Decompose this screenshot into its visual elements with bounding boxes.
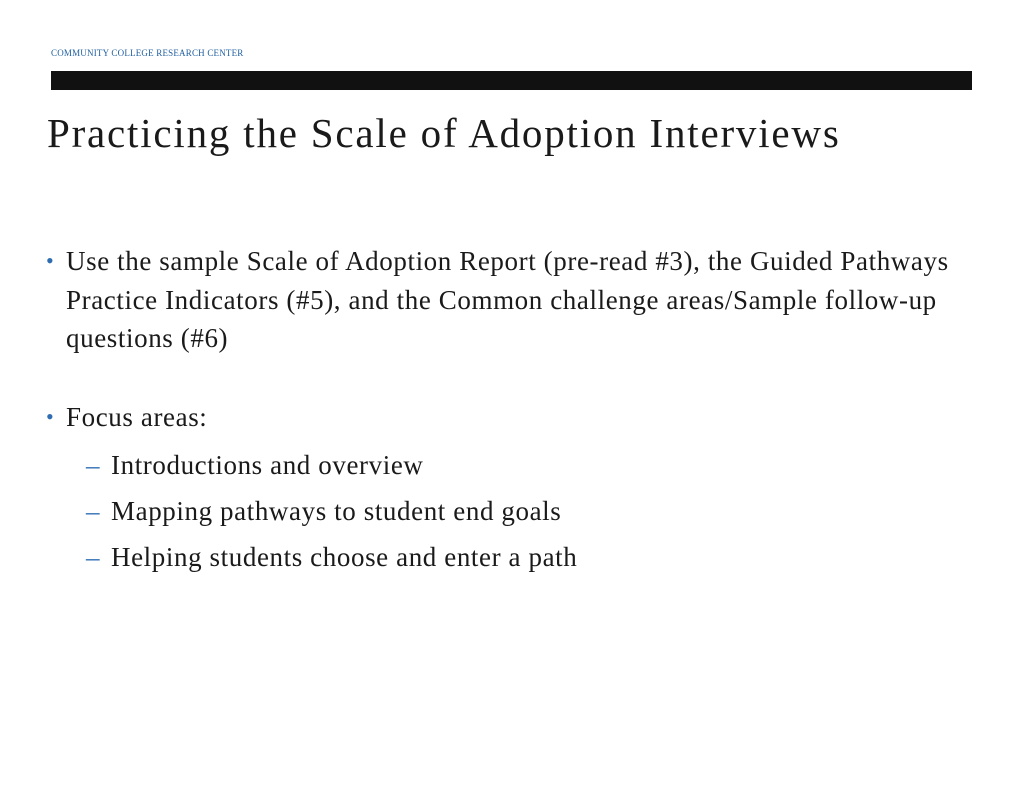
sub-list bbox=[46, 442, 966, 580]
spacer bbox=[46, 358, 966, 398]
bullet-icon: • bbox=[46, 248, 55, 273]
sub-item-text: Helping students choose and enter a path bbox=[111, 542, 578, 572]
slide-title: Practicing the Scale of Adoption Interviews bbox=[47, 110, 841, 156]
bullet-text: Use the sample Scale of Adoption Report (pre-read #3), the Guided Pathways Practice Indicators (#5), and the Common challenge areas/Sample follow-up questions (#6) bbox=[66, 246, 949, 353]
bullet-text: Focus areas: bbox=[66, 401, 208, 432]
sub-item-text: Mapping pathways to student end goals bbox=[111, 496, 562, 526]
dash-icon: – bbox=[86, 450, 101, 480]
bullet-item bbox=[46, 398, 966, 437]
header-bar bbox=[51, 71, 972, 90]
slide-content bbox=[46, 242, 966, 580]
dash-icon: – bbox=[86, 542, 101, 572]
org-name-label: COMMUNITY COLLEGE RESEARCH CENTER bbox=[51, 48, 244, 58]
sub-item-text: Introductions and overview bbox=[111, 450, 424, 480]
sub-list-item bbox=[46, 488, 966, 534]
dash-icon: – bbox=[86, 496, 101, 526]
bullet-icon: • bbox=[46, 403, 55, 429]
sub-list-item bbox=[46, 442, 966, 488]
sub-list-item bbox=[46, 534, 966, 580]
bullet-item bbox=[46, 242, 966, 358]
